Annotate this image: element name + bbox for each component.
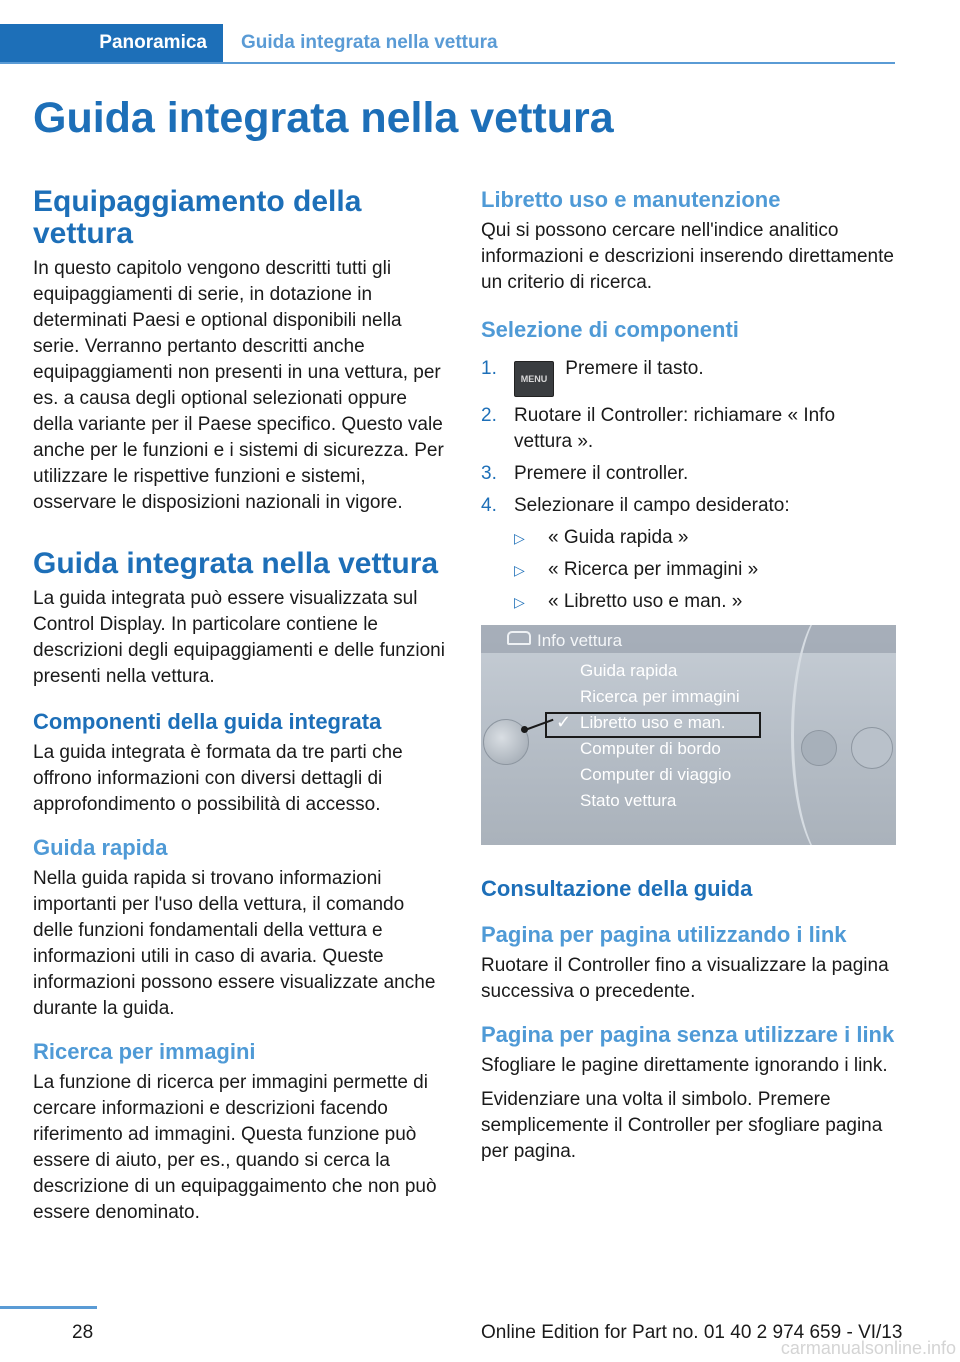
heading-selezione: Selezione di componenti — [481, 317, 739, 342]
control-display-screenshot — [481, 625, 896, 845]
screen-menu-item[interactable]: Stato vettura — [580, 791, 677, 810]
sub-option-text: « Ricerca per immagini » — [548, 559, 759, 580]
checkmark-icon: ✓ — [556, 712, 572, 732]
step-number: 1. — [481, 358, 497, 379]
footer-edition: Online Edition for Part no. 01 40 2 974 659 - VI/13 — [481, 1322, 903, 1343]
step-3 — [481, 461, 896, 487]
step-text: Ruotare il Controller: richiamare « Info vettura ». — [514, 405, 836, 452]
step-4 — [481, 493, 896, 615]
heading-pagina-nolink: Pagina per pagina senza utilizzare i link — [481, 1022, 895, 1047]
screen-menu-item-selected[interactable]: Libretto uso e man. — [580, 713, 726, 732]
screen-menu-item[interactable]: Computer di viaggio — [580, 765, 732, 784]
paragraph-pagina-nolink-1: Sfogliare le pagine direttamente ignorando i link. — [481, 1055, 888, 1076]
screen-menu-item[interactable]: Computer di bordo — [580, 739, 721, 758]
sub-option — [514, 589, 896, 615]
tab-guida-integrata[interactable]: Guida integrata nella vettura — [241, 32, 498, 53]
page-title: Guida integrata nella vettura — [33, 94, 614, 142]
sub-option-text: « Libretto uso e man. » — [548, 591, 743, 612]
step-number: 4. — [481, 495, 497, 516]
paragraph-guida-integrata: La guida integrata può essere visualizzata sul Control Display. In particolare contiene le descrizioni degli equipaggiamenti e delle funzioni presenti nella vettura. — [33, 588, 445, 687]
tab-panoramica[interactable]: Panoramica — [0, 24, 223, 62]
heading-pagina-link: Pagina per pagina utilizzando i link — [481, 922, 847, 947]
right-column — [481, 186, 896, 1165]
heading-componenti: Componenti della guida integrata — [33, 709, 382, 734]
menu-button-icon: MENU — [514, 361, 554, 397]
heading-libretto: Libretto uso e manutenzione — [481, 187, 781, 212]
watermark: carmanualsonline.info — [780, 1338, 956, 1358]
step-number: 3. — [481, 463, 497, 484]
heading-guida-rapida: Guida rapida — [33, 835, 168, 860]
sub-options-list — [514, 525, 896, 615]
step-number: 2. — [481, 405, 497, 426]
sub-option — [514, 525, 896, 551]
left-column — [33, 186, 448, 1226]
paragraph-pagina-nolink-2: Evidenziare una volta il simbolo. Premere semplicemente il Controller per sfogliare pagina per pagina. — [481, 1089, 883, 1162]
step-text: Premere il controller. — [514, 463, 689, 484]
heading-guida-integrata: Guida integrata nella vettura — [33, 547, 439, 580]
screen-title: Info vettura — [537, 631, 623, 650]
sub-option — [514, 557, 896, 583]
page-number: 28 — [72, 1322, 94, 1343]
step-1 — [481, 356, 896, 397]
header-tabs — [0, 24, 895, 64]
triangle-bullet-icon: ▷ — [514, 594, 525, 610]
step-text: Selezionare il campo desiderato: — [514, 495, 790, 516]
sub-option-text: « Guida rapida » — [548, 527, 689, 548]
paragraph-componenti: La guida integrata è formata da tre parti che offrono informazioni con diversi dettagli di approfondimento o possibilità di accesso. — [33, 742, 403, 815]
triangle-bullet-icon: ▷ — [514, 530, 525, 546]
step-2 — [481, 403, 896, 455]
footer-rule — [0, 1306, 97, 1309]
paragraph-pagina-link: Ruotare il Controller fino a visualizzare la pagina successiva o precedente. — [481, 955, 889, 1002]
heading-ricerca-immagini: Ricerca per immagini — [33, 1039, 256, 1064]
paragraph-libretto: Qui si possono cercare nell'indice analitico informazioni e descrizioni inserendo direttamente un criterio di ricerca. — [481, 220, 894, 293]
screen-side-button-icon — [801, 730, 837, 766]
heading-consultazione: Consultazione della guida — [481, 876, 753, 901]
paragraph-equipaggiamento: In questo capitolo vengono descritti tutti gli equipaggiamenti di serie, in dotazione in determinati Paesi e optional disponibili nella serie. Verranno pertanto descritti anche equipaggiamenti non presenti in una vettura, per es. a causa degli optional selezionati oppure della variante per il Paese specifico. Questo vale anche per le funzioni e i sistemi di sicurezza. Per utilizzare le rispettive funzioni e sistemi, osservare le disposizioni nazionali in vigore. — [33, 258, 444, 513]
triangle-bullet-icon: ▷ — [514, 562, 525, 578]
paragraph-ricerca-immagini: La funzione di ricerca per immagini permette di cercare informazioni e descrizioni facendo riferimento ad immagini. Questa funzione può essere di aiuto, per es., quando si cerca la descrizione di un equipaggaimento che non può essere denominato. — [33, 1072, 437, 1223]
heading-equipaggiamento: Equipaggiamento della vettura — [33, 185, 362, 250]
car-icon — [507, 631, 531, 645]
screen-menu-item[interactable]: Guida rapida — [580, 661, 678, 680]
screen-menu-item[interactable]: Ricerca per immagini — [580, 687, 740, 706]
screen-side-button-icon — [851, 727, 893, 769]
steps-list — [481, 356, 896, 615]
step-text: Premere il tasto. — [565, 358, 704, 379]
paragraph-guida-rapida: Nella guida rapida si trovano informazioni importanti per l'uso della vettura, il comando delle funzioni fondamentali della vettura e informazioni utili in caso di avaria. Queste informazioni possono essere visualizzate anche durante la guida. — [33, 868, 436, 1019]
